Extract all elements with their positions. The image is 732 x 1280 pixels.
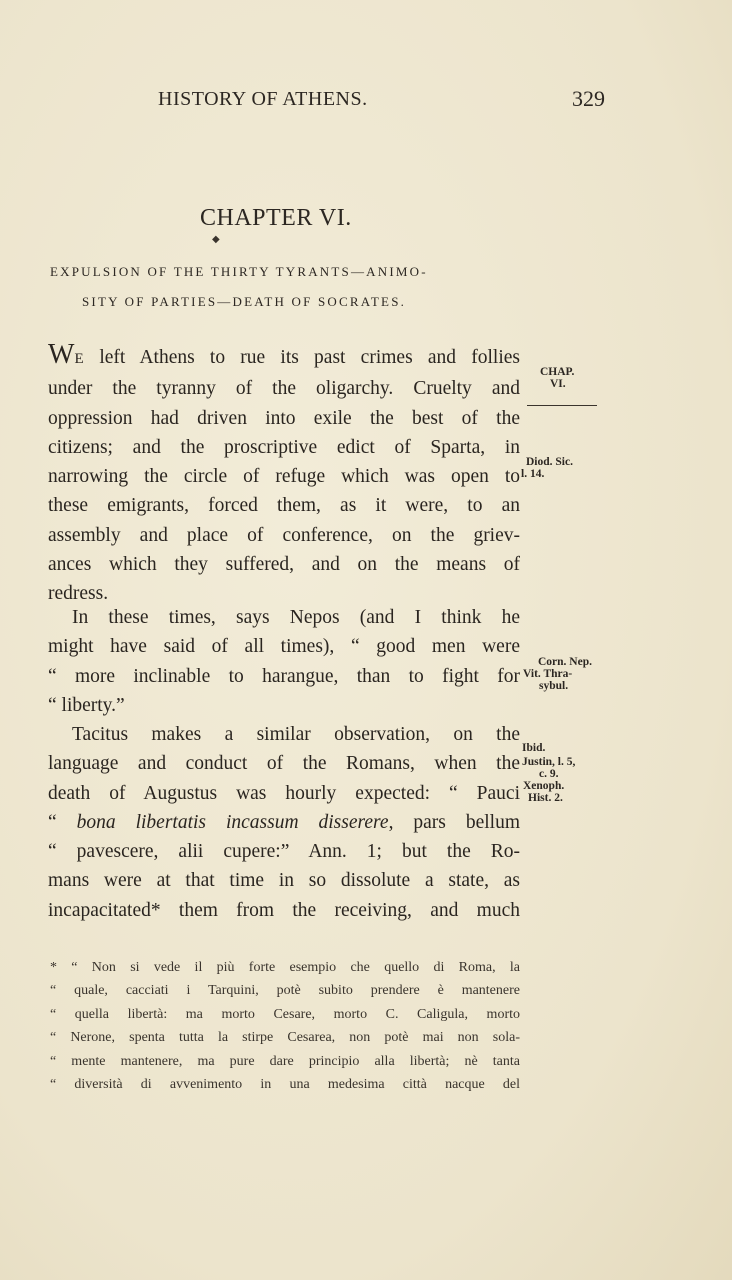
- paragraph-1-line-4: citizens; and the proscriptive edict of Sparta, in: [48, 436, 520, 458]
- margin-corn-1: Corn. Nep.: [538, 656, 592, 668]
- paragraph-1: [48, 340, 520, 609]
- paragraph-2-line-1: In these times, says Nepos (and I think he: [72, 607, 520, 628]
- paragraph-2-line-2: might have said of all times), “ good men were: [48, 636, 520, 658]
- footnotes: [50, 956, 520, 1096]
- chapter-summary-line-1: EXPULSION OF THE THIRTY TYRANTS—ANIMO-: [50, 264, 428, 279]
- paragraph-3-line-3: death of Augustus was hourly expected: “ Pauci: [48, 782, 520, 804]
- chapter-summary-line-2: SITY OF PARTIES—DEATH OF SOCRATES.: [82, 294, 407, 309]
- footnote-line-5: “ mente mantenere, ma pure dare principio alla libertà; nè tanta: [50, 1053, 520, 1069]
- margin-ibid-2: Justin, l. 5,: [522, 756, 576, 768]
- running-head: HISTORY OF ATHENS.: [158, 88, 368, 110]
- paragraph-1-line-2: under the tyranny of the oligarchy. Cruelty and: [48, 378, 520, 400]
- margin-corn-2: Vit. Thra-: [523, 668, 573, 680]
- footnote-line-4: “ Nerone, spenta tutta la stirpe Cesarea, non potè mai non sola-: [50, 1030, 520, 1046]
- latin-quote: bona libertatis incassum disserere: [76, 811, 389, 833]
- paragraph-1-line-1: WE left Athens to rue its past crimes and follies: [48, 339, 520, 370]
- paragraph-1-line-7: assembly and place of conference, on the griev-: [48, 524, 520, 546]
- paragraph-3-line-6: mans were at that time in so dissolute a state, as: [48, 870, 520, 892]
- paragraph-1-line-6: these emigrants, forced them, as it were, to an: [48, 495, 520, 517]
- drop-cap: W: [48, 339, 75, 370]
- margin-xen-2: Hist. 2.: [528, 792, 563, 804]
- paragraph-1-line-8: ances which they suffered, and on the means of: [48, 554, 520, 576]
- paragraph-2-line-3: “ more inclinable to harangue, than to fight for: [48, 665, 520, 687]
- paragraph-3-line-2: language and conduct of the Romans, when the: [48, 753, 520, 775]
- margin-ibid-3: c. 9.: [539, 768, 559, 780]
- paragraph-2: [48, 603, 520, 720]
- paragraph-1-line-5: narrowing the circle of refuge which was open to: [48, 466, 520, 488]
- chapter-title: CHAPTER VI.: [200, 205, 352, 231]
- page-number: 329: [572, 86, 605, 111]
- small-cap: E: [74, 351, 85, 367]
- margin-chap-label: CHAP.: [540, 366, 575, 378]
- paragraph-3-line-4: “ bona libertatis incassum disserere, pars bellum: [48, 811, 521, 833]
- margin-corn-3: sybul.: [539, 680, 569, 692]
- paragraph-3: [48, 720, 520, 925]
- footnote-line-6: “ diversità di avvenimento in una medesima città nacque del: [50, 1077, 520, 1093]
- footnote-line-2: “ quale, cacciati i Tarquini, potè subito prendere è mantenere: [50, 983, 520, 999]
- margin-chap-number: VI.: [550, 378, 566, 390]
- paragraph-1-line-3: oppression had driven into exile the best of the: [48, 407, 520, 429]
- ornament-mark: ◆: [212, 234, 220, 245]
- margin-diod-1: Diod. Sic.: [526, 456, 573, 468]
- footnote-line-1: * “ Non si vede il più forte esempio che quello di Roma, la: [50, 960, 520, 975]
- margin-rule: [527, 405, 597, 406]
- margin-xen-1: Xenoph.: [523, 780, 565, 792]
- margin-diod-2: l. 14.: [521, 468, 545, 480]
- paragraph-3-line-5: “ pavescere, alii cupere:” Ann. 1; but the Ro-: [48, 841, 520, 863]
- paragraph-3-line-1: Tacitus makes a similar observation, on the: [72, 724, 520, 745]
- paragraph-1-line-9: redress.: [48, 583, 109, 605]
- margin-ibid-1: Ibid.: [522, 742, 546, 754]
- paragraph-2-line-4: “ liberty.”: [48, 694, 125, 716]
- paragraph-3-line-7: incapacitated* them from the receiving, and much: [48, 899, 520, 921]
- footnote-line-3: “ quella libertà: ma morto Cesare, morto C. Caligula, morto: [50, 1006, 520, 1022]
